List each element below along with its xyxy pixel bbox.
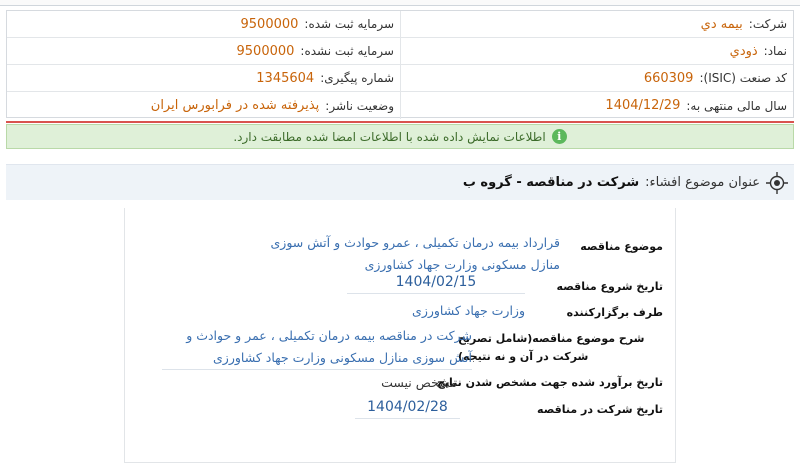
red-divider [6,121,794,123]
publisher-status-cell [7,92,400,119]
capital-registered-cell [7,11,400,37]
top-divider [0,0,800,6]
subject-value: شرکت در مناقصه - گروه ب [462,175,640,190]
tracking-cell [7,65,400,91]
participation-date-label: تاریخ شرکت در مناقصه [537,403,663,416]
target-icon [766,172,788,194]
fiscal-year-cell [400,92,793,119]
info-icon: i [552,129,567,144]
capital-unregistered-value: 9500000 [236,43,295,59]
subject-label: عنوان موضوع افشاء: [645,175,760,190]
organizer-label: طرف برگزارکننده [566,306,663,319]
isic-label: کد صنعت (ISIC): [699,71,787,85]
capital-unregistered-label: سرمایه ثبت نشده: [300,44,394,58]
info-row-3 [7,65,793,92]
start-date-value: 1404/02/15 [347,271,525,294]
company-value: بیمه دي [700,16,743,32]
symbol-cell [400,38,793,64]
company-label: شرکت: [748,17,787,31]
symbol-value[interactable]: ذودي [729,43,758,59]
capital-registered-label: سرمایه ثبت شده: [304,17,394,31]
info-row-1 [7,11,793,38]
organizer-value: وزارت جهاد کشاورزی [412,303,525,318]
tracking-label: شماره پیگیری: [320,71,394,85]
publisher-status-label: وضعیت ناشر: [325,98,394,113]
description-label: شرح موضوع مناقصه(شامل تصریح شرکت در آن و نه نتیجه) [458,332,645,363]
notice-text: اطلاعات نمایش داده شده با اطلاعات امضا شده مطابقت دارد. [233,129,546,144]
verification-notice [6,124,794,149]
info-row-2 [7,38,793,65]
company-cell [400,11,793,37]
estimated-result-date-value: مشخص نیست [381,375,457,390]
tender-subject-label: موضوع مناقصه [580,240,663,253]
fiscal-year-value: 1404/12/29 [605,98,681,113]
symbol-label: نماد: [763,44,787,58]
participation-date-value: 1404/02/28 [355,396,460,419]
capital-unregistered-cell [7,38,400,64]
isic-value: 660309 [643,70,694,86]
start-date-label: تاریخ شروع مناقصه [556,280,663,293]
info-row-4 [7,92,793,119]
tender-subject-value: قرارداد بیمه درمان تکمیلی ، عمرو حوادث و آتش سوزی منازل مسکونی وزارت جهاد کشاورزی [270,235,560,272]
header-info-table [6,10,794,118]
disclosure-subject-bar [6,164,794,200]
description-value: شرکت در مناقصه بیمه درمان تکمیلی ، عمر و حوادث و آتش سوزی منازل مسکونی وزارت جهاد کشاورزی [162,325,472,370]
isic-cell [400,65,793,91]
estimated-result-date-label: تاریخ برآورد شده جهت مشخص شدن نتایج [437,376,663,389]
tracking-value: 1345604 [256,70,315,86]
capital-registered-value: 9500000 [240,16,299,32]
fiscal-year-label: سال مالی منتهی به: [686,98,787,113]
tender-details-card [124,208,676,463]
publisher-status-value: پذیرفته شده در فرابورس ایران [150,98,320,113]
